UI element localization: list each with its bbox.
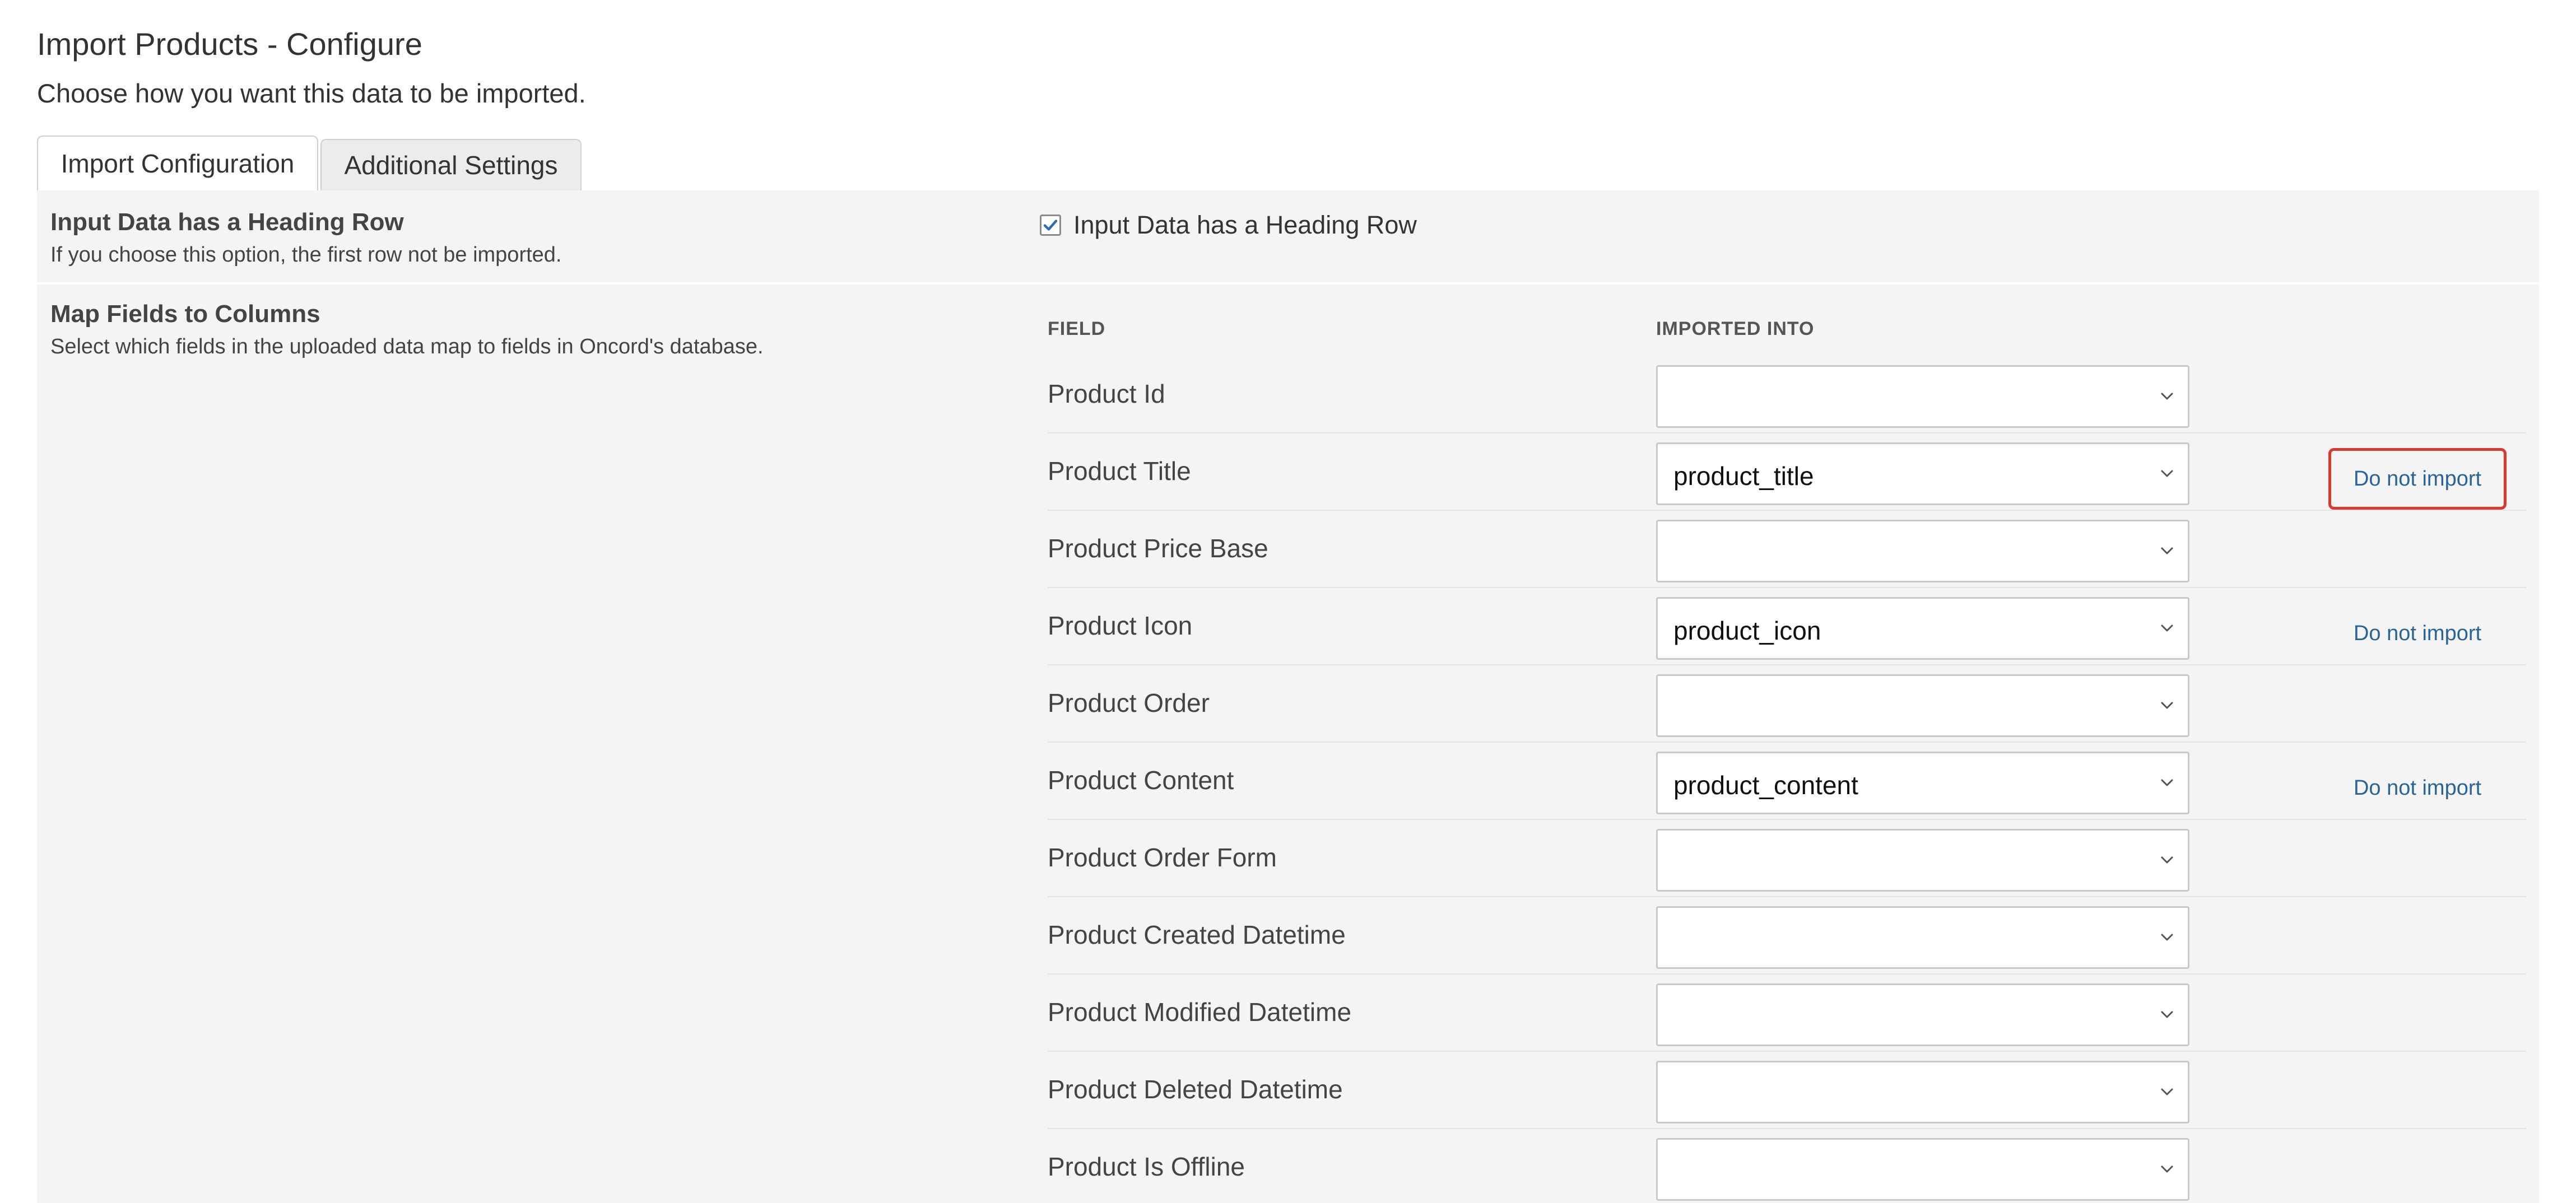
do-not-import-link[interactable]: Do not import	[2353, 621, 2482, 645]
field-mapping-row	[1048, 1052, 2527, 1129]
select-value: product_title	[1673, 461, 1814, 491]
tab-bar	[37, 136, 582, 190]
field-mapping-row	[1048, 897, 2527, 974]
chevron-down-icon	[2160, 622, 2174, 633]
heading-row-section-title: Input Data has a Heading Row	[50, 208, 404, 236]
chevron-down-icon	[2160, 545, 2174, 556]
field-mapping-row	[1048, 356, 2527, 433]
chevron-down-icon	[2160, 1009, 2174, 1020]
field-label: Product Created Datetime	[1048, 920, 1346, 949]
field-mapping-row	[1048, 820, 2527, 897]
configuration-panel	[37, 190, 2539, 1203]
field-label: Product Modified Datetime	[1048, 997, 1352, 1027]
field-label: Product Id	[1048, 379, 1165, 408]
chevron-down-icon	[2160, 854, 2174, 865]
imported-into-select[interactable]	[1656, 983, 2189, 1046]
field-mapping-row	[1048, 588, 2527, 665]
tab-import-configuration[interactable]: Import Configuration	[37, 136, 318, 190]
column-header-field: FIELD	[1048, 318, 1106, 339]
section-divider	[37, 282, 2539, 285]
imported-into-select[interactable]	[1656, 829, 2189, 892]
imported-into-select[interactable]	[1656, 752, 2189, 814]
imported-into-select[interactable]	[1656, 365, 2189, 428]
chevron-down-icon	[2160, 777, 2174, 788]
field-label: Product Price Base	[1048, 534, 1268, 563]
heading-row-checkbox-field[interactable]	[1040, 211, 1417, 240]
field-label: Product Order	[1048, 688, 1210, 717]
page-subtitle: Choose how you want this data to be imported.	[37, 78, 586, 108]
do-not-import-link[interactable]: Do not import	[2328, 448, 2507, 510]
heading-row-section-description: If you choose this option, the first row not be imported.	[50, 243, 562, 267]
chevron-down-icon	[2160, 700, 2174, 711]
select-value: product_content	[1673, 771, 1858, 800]
field-mapping-row	[1048, 433, 2527, 511]
imported-into-select[interactable]	[1656, 1061, 2189, 1123]
field-label: Product Deleted Datetime	[1048, 1075, 1343, 1104]
imported-into-select[interactable]	[1656, 674, 2189, 737]
field-label: Product Icon	[1048, 611, 1193, 640]
field-mapping-row	[1048, 511, 2527, 588]
column-header-imported-into: IMPORTED INTO	[1656, 318, 1815, 339]
field-mapping-row	[1048, 1129, 2527, 1203]
field-label: Product Content	[1048, 766, 1234, 795]
chevron-down-icon	[2160, 390, 2174, 402]
heading-row-checkbox[interactable]	[1040, 215, 1061, 236]
map-fields-section-description: Select which fields in the uploaded data map to fields in Oncord's database.	[50, 335, 764, 358]
map-fields-section-title: Map Fields to Columns	[50, 300, 320, 328]
field-mapping-row	[1048, 974, 2527, 1052]
field-label: Product Order Form	[1048, 843, 1277, 872]
chevron-down-icon	[2160, 1163, 2174, 1174]
tab-additional-settings[interactable]: Additional Settings	[320, 139, 582, 190]
checkmark-icon	[1042, 217, 1059, 234]
chevron-down-icon	[2160, 931, 2174, 943]
field-label: Product Title	[1048, 456, 1191, 486]
imported-into-select[interactable]	[1656, 906, 2189, 969]
imported-into-select[interactable]	[1656, 520, 2189, 582]
imported-into-select[interactable]	[1656, 1138, 2189, 1201]
page-title: Import Products - Configure	[37, 26, 422, 62]
select-value: product_icon	[1673, 616, 1821, 645]
field-mapping-row	[1048, 665, 2527, 743]
field-mapping-list	[1048, 356, 2527, 1203]
imported-into-select[interactable]	[1656, 597, 2189, 660]
imported-into-select[interactable]	[1656, 442, 2189, 505]
field-label: Product Is Offline	[1048, 1152, 1245, 1181]
do-not-import-link[interactable]: Do not import	[2353, 776, 2482, 800]
heading-row-checkbox-label: Input Data has a Heading Row	[1073, 211, 1417, 239]
chevron-down-icon	[2160, 1086, 2174, 1097]
chevron-down-icon	[2160, 468, 2174, 479]
field-mapping-row	[1048, 743, 2527, 820]
